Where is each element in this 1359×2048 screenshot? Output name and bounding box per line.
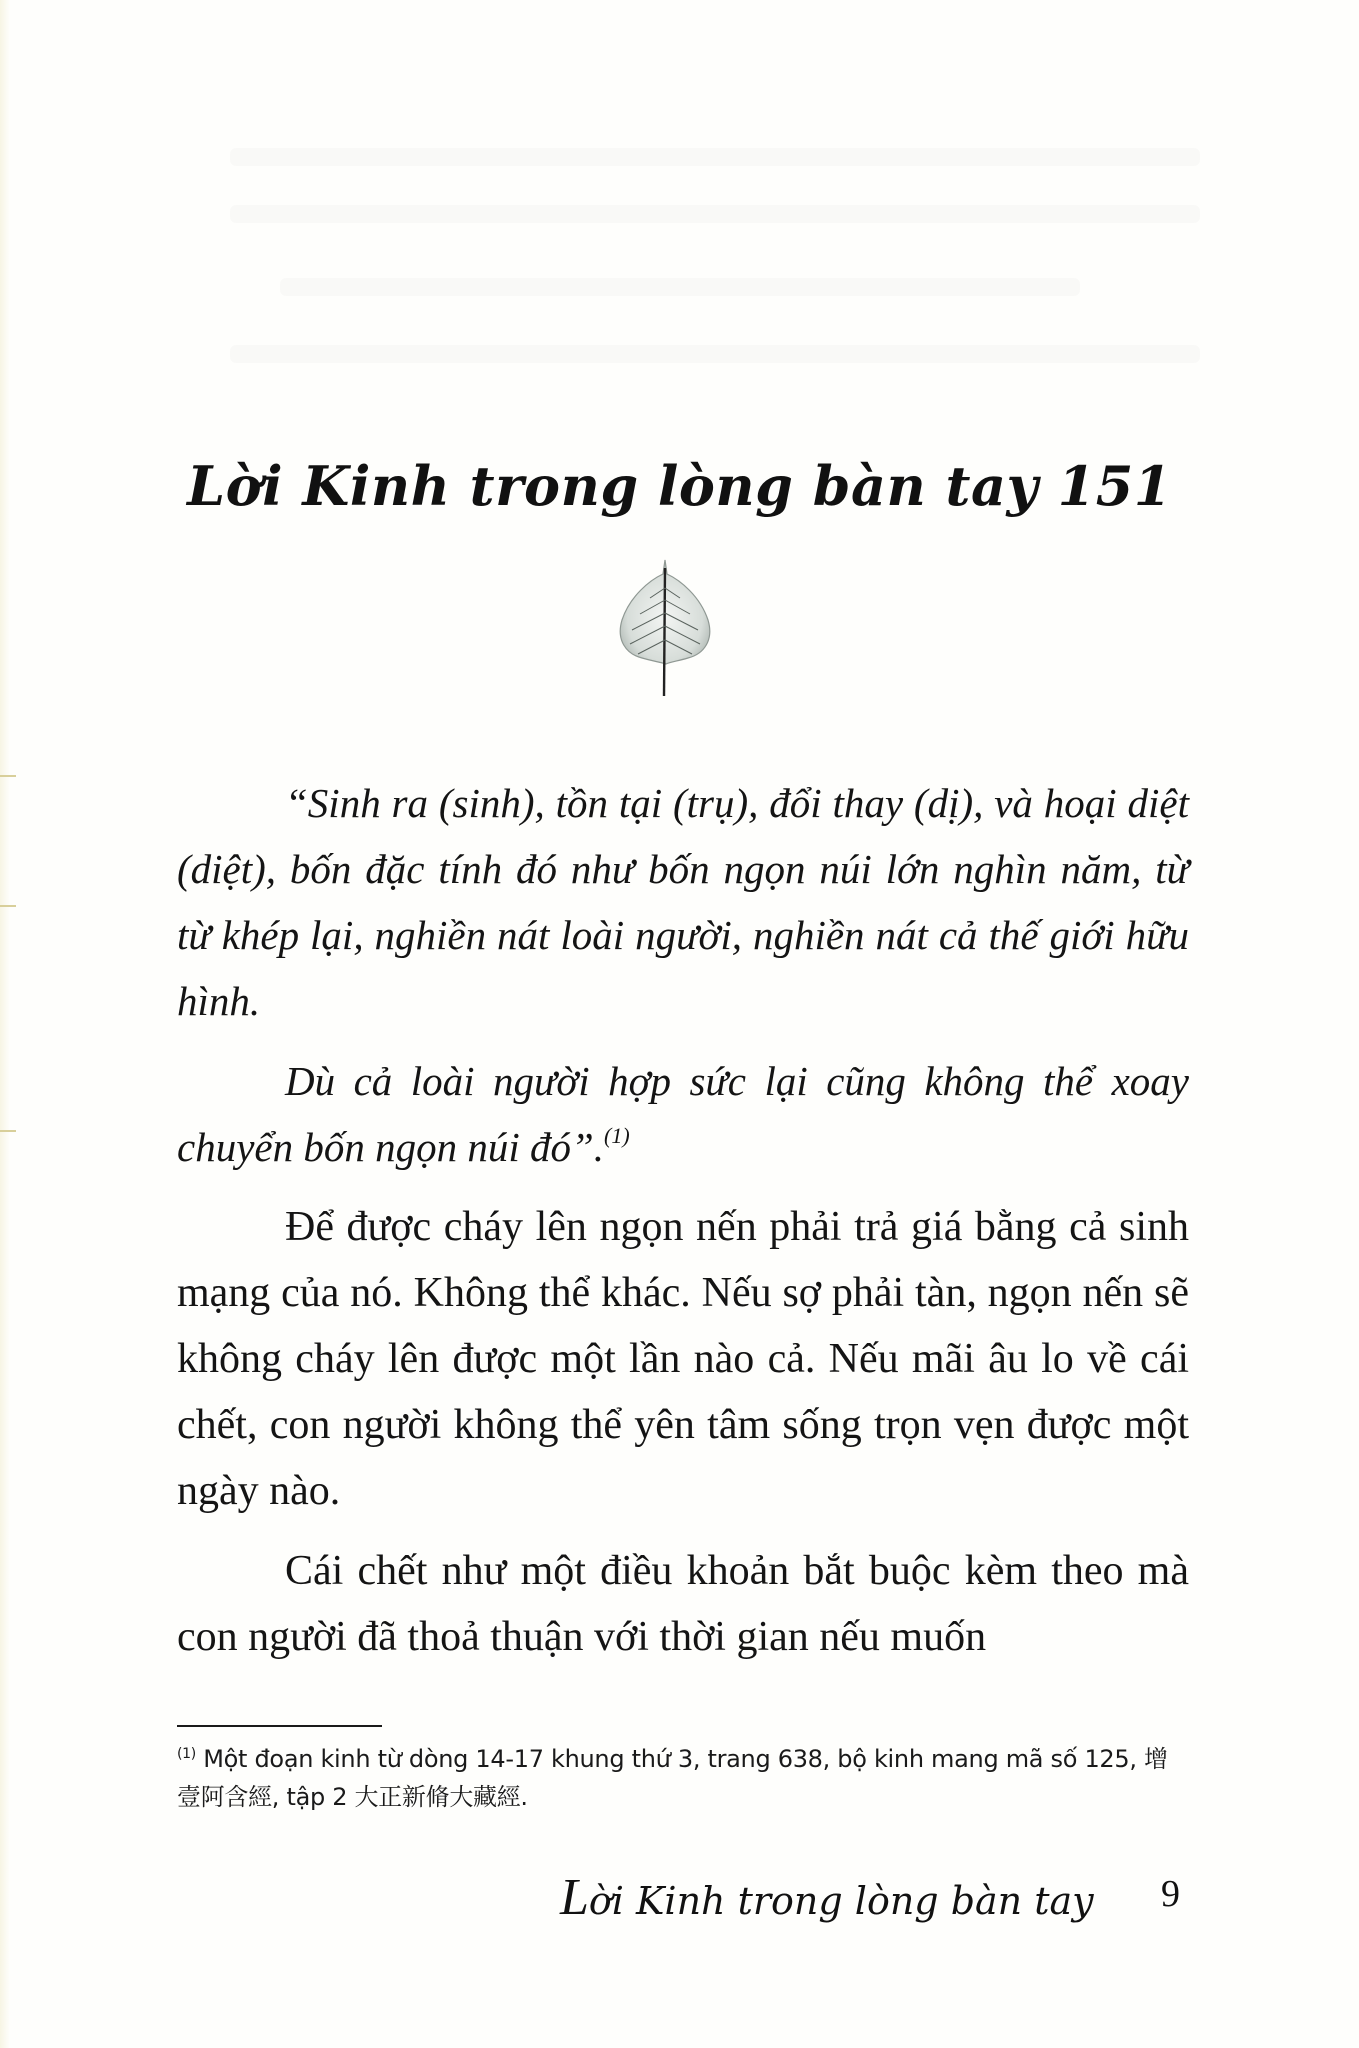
footnote-marker: (1) [177, 1746, 196, 1762]
footer-title-text: ời Kinh trong lòng bàn tay [588, 1879, 1094, 1923]
quote-text: “Sinh ra (sinh), tồn tại (trụ), đổi thay (dị), và hoại diệt (diệt), bốn đặc tính đó như bốn ngọn núi lớn nghìn năm, từ từ khép lại, nghiền nát loài người, nghiền nát cả thế giới hữu hình. [177, 780, 1189, 1024]
page-edge [0, 0, 10, 2048]
body-text: Cái chết như một điều khoản bắt buộc kèm theo mà con người đã thoả thuận với thời gian nếu muốn [177, 1548, 1189, 1660]
show-through-text [230, 205, 1200, 223]
show-through-text [230, 345, 1200, 363]
quote-paragraph [177, 1048, 1189, 1180]
page-body [177, 770, 1189, 1684]
bodhi-leaf-icon [600, 558, 730, 698]
body-paragraph [177, 1538, 1189, 1670]
body-text: Để được cháy lên ngọn nến phải trả giá bằng cả sinh mạng của nó. Không thể khác. Nếu sợ phải tàn, ngọn nến sẽ không cháy lên được một lần nào cả. Nếu mãi âu lo về cái chết, con người không thể yên tâm sống trọn vẹn được một ngày nào. [177, 1204, 1189, 1514]
body-paragraph [177, 1194, 1189, 1524]
show-through-text [230, 148, 1200, 166]
show-through-text [280, 278, 1080, 296]
quote-text: Dù cả loài người hợp sức lại cũng không thể xoay chuyển bốn ngọn núi đó”. [177, 1058, 1189, 1170]
edge-mark [0, 1130, 16, 1132]
footnote [177, 1740, 1189, 1816]
edge-mark [0, 905, 16, 907]
footnote-text: Một đoạn kinh từ dòng 14-17 khung thứ 3, trang 638, bộ kinh mang mã số 125, 增壹阿含經, tập 2 大正新脩大藏經. [177, 1745, 1168, 1811]
footer-initial: L [560, 1869, 589, 1926]
footnote-reference[interactable]: (1) [604, 1123, 630, 1148]
chapter-title: Lời Kinh trong lòng bàn tay 151 [187, 454, 1172, 519]
running-footer [560, 1868, 1180, 1938]
edge-mark [0, 775, 16, 777]
quote-paragraph [177, 770, 1189, 1034]
footer-book-title [560, 1868, 1094, 1927]
page-number: 9 [1161, 1873, 1180, 1915]
footnote-divider [177, 1725, 382, 1727]
